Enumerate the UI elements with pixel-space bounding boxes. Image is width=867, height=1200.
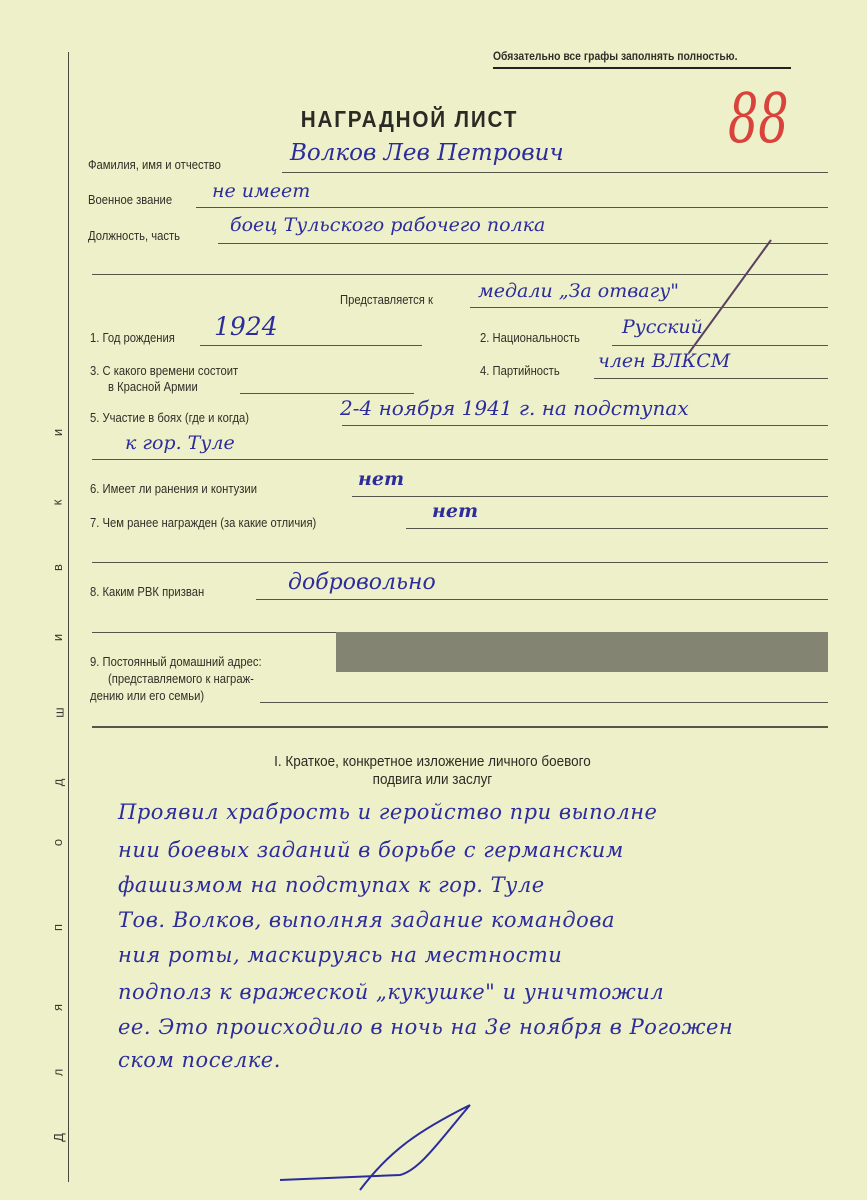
address-label: 9. Постоянный домашний адрес: <box>90 655 262 669</box>
rvk-value: добровольно <box>288 570 436 595</box>
signature <box>270 1060 490 1200</box>
rvk-label: 8. Каким РВК призван <box>90 585 205 599</box>
rank-value: не имеет <box>212 180 311 202</box>
side-label-letter: о <box>50 838 66 847</box>
name-label: Фамилия, имя и отчество <box>88 158 221 172</box>
position-label: Должность, часть <box>88 229 180 243</box>
side-label-letter: п <box>50 923 66 932</box>
name-line <box>282 172 828 173</box>
party-value: член ВЛКСМ <box>598 350 731 372</box>
side-label-letter: к <box>49 499 65 506</box>
blank-line <box>92 726 828 728</box>
battles-line <box>342 425 828 426</box>
rank-line <box>196 207 828 208</box>
section-heading: I. Краткое, конкретное изложение личного боевого <box>274 754 591 770</box>
army-since-label: 3. С какого времени состоит <box>90 364 239 378</box>
address-label-2: (представляемого к награж- <box>108 672 254 686</box>
battles-line-2 <box>92 459 828 460</box>
blank-line <box>92 562 828 563</box>
battles-value: 2-4 ноября 1941 г. на подступах <box>340 396 689 420</box>
merit-line: нии боевых заданий в борьбе с германским <box>118 838 624 862</box>
nationality-value: Русский <box>622 316 703 338</box>
header-note-underline <box>493 67 791 69</box>
position-line <box>218 243 828 244</box>
address-label-3: дению или его семьи) <box>90 689 205 703</box>
merit-line: ния роты, маскируясь на местности <box>118 943 563 967</box>
blank-line <box>92 274 828 275</box>
merit-line: Проявил храбрость и геройство при выполне <box>118 800 658 824</box>
registry-mark: 88 <box>728 80 789 159</box>
section-heading-2: подвига или заслуг <box>372 772 493 788</box>
birth-year-line <box>200 345 422 346</box>
side-label-letter: и <box>50 428 66 437</box>
side-label-letter: ш <box>51 707 67 718</box>
redacted-address <box>336 632 828 672</box>
merit-line: подполз к вражеской „кукушке" и уничтожил <box>118 980 665 1004</box>
prev-awards-line <box>406 528 828 529</box>
side-label-letter: в <box>49 564 65 571</box>
rvk-line <box>256 599 828 600</box>
name-value: Волков Лев Петрович <box>290 140 564 166</box>
battles-label: 5. Участие в боях (где и когда) <box>90 411 250 425</box>
side-label-letter: л <box>50 1068 66 1077</box>
party-line <box>594 378 828 379</box>
wounds-label: 6. Имеет ли ранения и контузии <box>90 482 257 496</box>
party-label: 4. Партийность <box>480 364 560 378</box>
wounds-value: нет <box>358 468 405 490</box>
side-label-letter: я <box>50 1003 66 1012</box>
award-value: медали „За отвагу" <box>478 280 679 302</box>
binding-margin-line <box>68 52 69 1182</box>
wounds-line <box>352 496 828 497</box>
birth-year-value: 1924 <box>214 312 278 341</box>
prev-awards-value: нет <box>432 500 479 522</box>
position-value: боец Тульского рабочего полка <box>230 214 546 236</box>
address-line <box>260 702 828 703</box>
award-label: Представляется к <box>340 293 433 307</box>
header-note: Обязательно все графы заполнять полностью. <box>493 51 738 63</box>
merit-line: ее. Это происходило в ночь на 3е ноября в Рогожен <box>118 1015 734 1039</box>
side-label-letter: Д <box>50 1133 66 1142</box>
side-label-letter: д <box>50 778 66 787</box>
page-title: НАГРАДНОЙ ЛИСТ <box>300 106 519 132</box>
nationality-label: 2. Национальность <box>480 331 580 345</box>
rank-label: Военное звание <box>88 193 173 207</box>
award-line <box>470 307 828 308</box>
side-label-letter: и <box>50 633 66 642</box>
birth-year-label: 1. Год рождения <box>90 331 175 345</box>
merit-line: Тов. Волков, выполняя задание командова <box>118 908 616 932</box>
battles-value-2: к гор. Туле <box>125 432 235 454</box>
prev-awards-label: 7. Чем ранее награжден (за какие отличия) <box>90 516 317 530</box>
merit-line: фашизмом на подступах к гор. Туле <box>118 873 545 897</box>
nationality-line <box>612 345 828 346</box>
army-since-line <box>240 393 414 394</box>
merit-line: ском поселке. <box>118 1048 281 1072</box>
army-since-label-2: в Красной Армии <box>108 380 198 394</box>
